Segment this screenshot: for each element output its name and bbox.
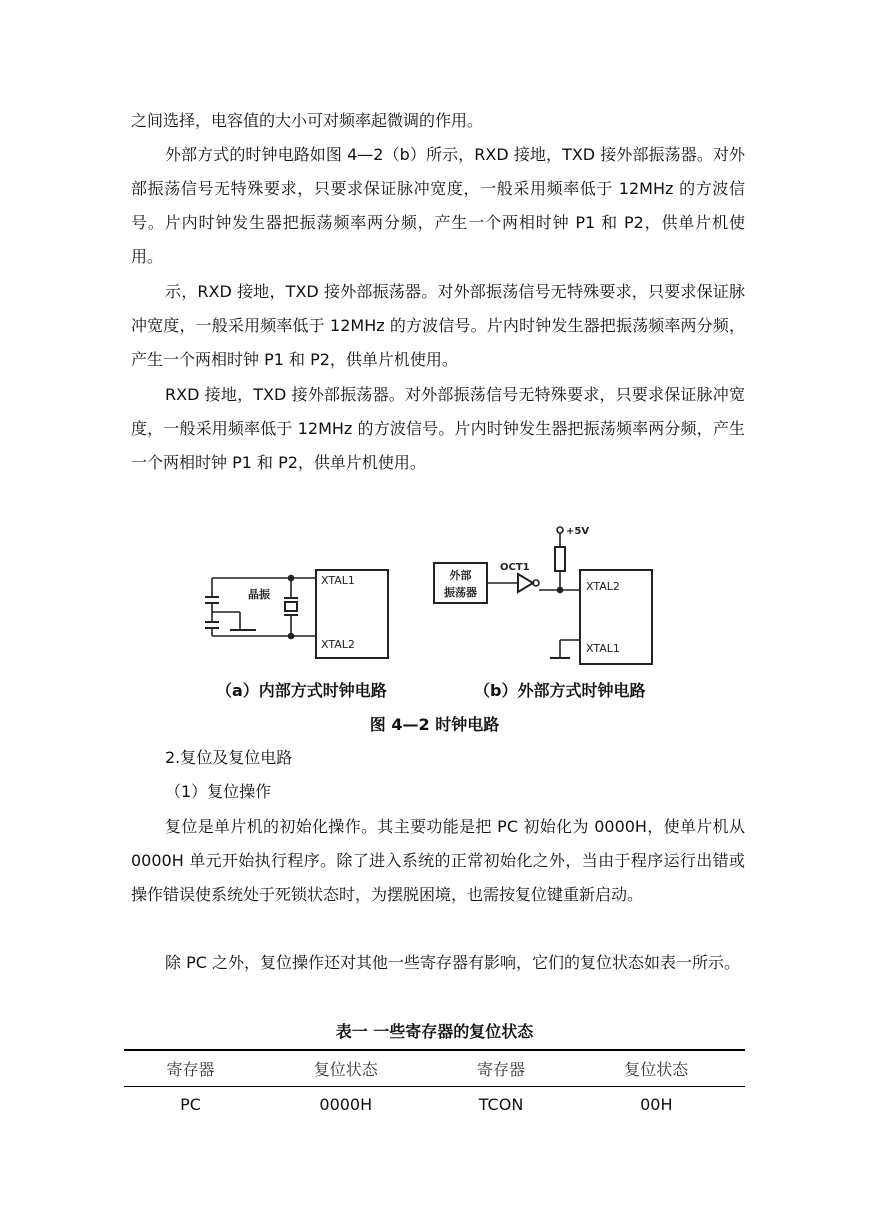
paragraph-4: RXD 接地，TXD 接外部振荡器。对外部振荡信号无特殊要求，只要求保证脉冲宽度，一般采用频率低于 12MHz 的方波信号。片内时钟发生器把振荡频率两分频，产生一个两相时钟 P1 和 P2，供单片机使用。 (131, 385, 745, 472)
section-heading: 2.复位及复位电路 (165, 748, 293, 767)
table-cell: PC (180, 1095, 201, 1114)
paragraph-2: 外部方式的时钟电路如图 4—2（b）所示，RXD 接地，TXD 接外部振荡器。对外部振荡信号无特殊要求，只要求保证脉冲宽度，一般采用频率低于 12MHz 的方波信号。片内时钟发生器把振荡频率两分频，产生一个两相时钟 P1 和 P2，供单片机使用。 (131, 145, 745, 266)
table-row (124, 1087, 745, 1123)
vcc-label: +5V (566, 526, 590, 537)
crystal-label: 晶振 (248, 588, 270, 601)
register-reset-table (124, 1049, 745, 1122)
osc-label-line2: 振荡器 (444, 586, 477, 599)
paragraph-6: 除 PC 之外，复位操作还对其他一些寄存器有影响，它们的复位状态如表一所示。 (165, 953, 740, 972)
xtal2-label-b: XTAL2 (586, 580, 620, 593)
figure-caption-b: （b）外部方式时钟电路 (474, 681, 646, 700)
paragraph-3: 示，RXD 接地，TXD 接外部振荡器。对外部振荡信号无特殊要求，只要求保证脉冲宽度，一般采用频率低于 12MHz 的方波信号。片内时钟发生器把振荡频率两分频，产生一个两相时钟 P1 和 P2，供单片机使用。 (131, 282, 745, 369)
paragraph-1: 之间选择，电容值的大小可对频率起微调的作用。 (131, 111, 484, 130)
section-subheading: （1）复位操作 (165, 782, 272, 801)
internal-clock-diagram (205, 570, 388, 658)
xtal1-label-b: XTAL1 (586, 642, 620, 655)
table-header-cell: 复位状态 (624, 1060, 689, 1079)
table-cell: 00H (640, 1095, 673, 1114)
xtal2-label-a: XTAL2 (321, 638, 355, 651)
osc-label-line1: 外部 (449, 569, 472, 582)
external-clock-diagram (434, 526, 652, 664)
table-title: 表一 一些寄存器的复位状态 (335, 1022, 534, 1041)
clock-circuit-figure (200, 518, 670, 668)
table-header-row (124, 1050, 745, 1087)
table-cell: 0000H (319, 1095, 373, 1114)
table-header-cell: 寄存器 (166, 1060, 215, 1079)
figure-caption-a: （a）内部方式时钟电路 (216, 681, 387, 700)
table-header-cell: 寄存器 (477, 1060, 526, 1079)
table-cell: TCON (478, 1095, 524, 1114)
xtal1-label-a: XTAL1 (321, 574, 355, 587)
table-header-cell: 复位状态 (313, 1060, 378, 1079)
paragraph-5: 复位是单片机的初始化操作。其主要功能是把 PC 初始化为 0000H，使单片机从 0000H 单元开始执行程序。除了进入系统的正常初始化之外，当由于程序运行出错或操作错误使系统处于死锁状态时，为摆脱困境，也需按复位键重新启动。 (131, 817, 745, 904)
gate-label: OCT1 (500, 562, 530, 573)
figure-title: 图 4—2 时钟电路 (369, 715, 500, 734)
